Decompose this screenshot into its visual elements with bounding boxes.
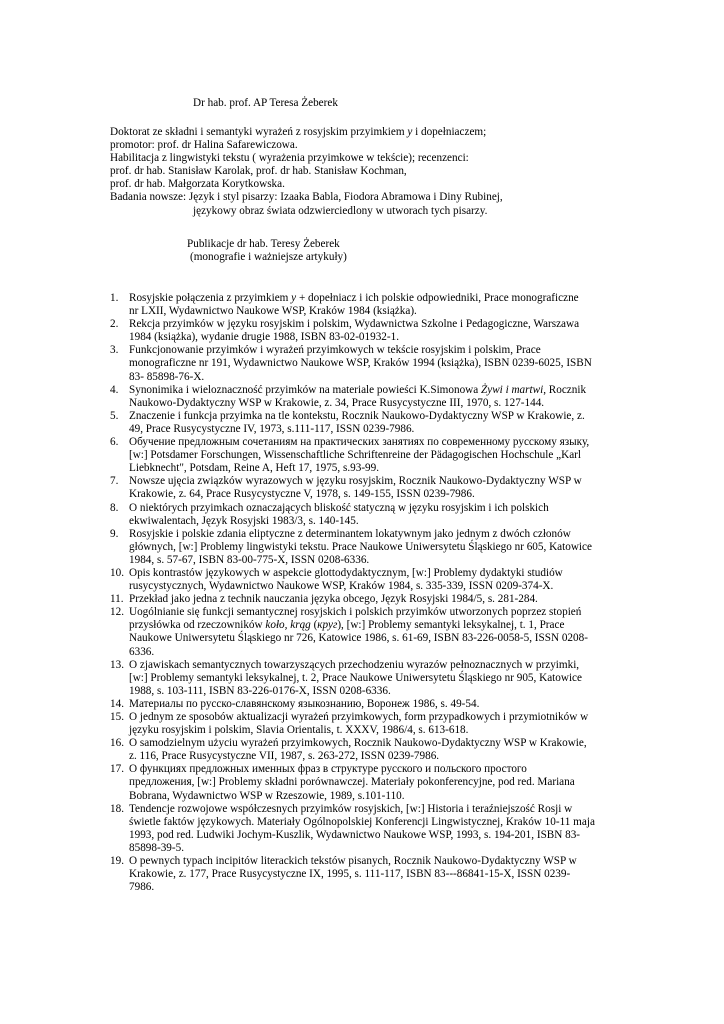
publication-item bbox=[0, 344, 629, 383]
publication-text-line: Liebknecht", Potsdam, Reine A, Heft 17, 1975, s.93-99. bbox=[129, 462, 380, 475]
publication-item bbox=[0, 803, 629, 855]
page-title: Dr hab. prof. AP Teresa Żeberek bbox=[193, 97, 338, 109]
publication-number: 15. bbox=[110, 711, 124, 723]
publication-number: 19. bbox=[110, 855, 124, 868]
publication-text-line: [w:] Potsdamer Forschungen, Wissenschaftliche Schriftenreine der Pädagogischen Hochschule „Karl bbox=[129, 449, 581, 462]
publication-item bbox=[0, 659, 629, 698]
publication-text-line: Naukowo-Dydaktyczny WSP w Krakowie, z. 34, Prace Rusycystyczne III, 1970, s. 127-144. bbox=[129, 396, 545, 409]
promotor-line: promotor: prof. dr Halina Safarewiczowa. bbox=[110, 139, 298, 152]
publication-item bbox=[0, 436, 629, 475]
publication-item bbox=[0, 763, 629, 802]
publication-number: 2. bbox=[110, 318, 119, 331]
publication-text-line: Naukowe Uniwersytetu Śląskiego nr 726, Katowice 1986, s. 61-69, ISBN 83-226-0058-5, ISSN 0208- bbox=[129, 632, 588, 645]
publication-text-line: 6336. bbox=[129, 645, 155, 658]
publication-text-line: Rekcja przyimków w języku rosyjskim i polskim, Wydawnictwa Szkolne i Pedagogiczne, Warszawa bbox=[129, 318, 580, 331]
publication-number: 16. bbox=[110, 737, 124, 750]
publication-number: 5. bbox=[110, 409, 119, 422]
publication-item bbox=[0, 528, 629, 567]
publication-number: 8. bbox=[110, 501, 119, 514]
publication-item bbox=[0, 593, 629, 606]
publication-text-line: języku rosyjskim i polskim, Slavia Orientalis, t. XXXV, 1986/4, s. 613-618. bbox=[129, 724, 469, 737]
publication-item bbox=[0, 567, 629, 593]
publication-number: 3. bbox=[110, 344, 119, 357]
publication-text-line: Обучение предложным сочетаниям на практических занятиях по современному русскому языку, bbox=[129, 436, 590, 449]
publication-item bbox=[0, 318, 629, 344]
publication-text-line: 1984 (książka), wydanie drugie 1988, ISBN 83-02-01932-1. bbox=[129, 331, 400, 344]
publication-text-line: przysłówka od rzeczowników koło, krąg (круг), [w:] Problemy semantyki leksykalnej, t. 1, Prace bbox=[129, 619, 565, 632]
doctorate-text-end: i dopełniaczem; bbox=[412, 126, 487, 138]
doctorate-text: Doktorat ze składni i semantyki wyrażeń z rosyjskim przyimkiem bbox=[110, 126, 408, 138]
publication-number: 4. bbox=[110, 383, 119, 396]
publication-text-line: Uogólnianie się funkcji semantycznej rosyjskich i polskich przyimków utworzonych poprzez stopień bbox=[129, 606, 582, 619]
publication-item bbox=[0, 292, 629, 318]
publication-text-line: Rosyjskie połączenia z przyimkiem у + dopełniacz i ich polskie odpowiedniki, Prace monograficzne bbox=[129, 292, 579, 304]
publication-text-line: 83- 85898-76-X. bbox=[129, 370, 205, 383]
publication-text-line: O jednym ze sposobów aktualizacji wyrażeń przyimkowych, form przypadkowych i przymiotników w bbox=[129, 711, 589, 723]
publication-number: 10. bbox=[110, 566, 124, 579]
publication-number: 9. bbox=[110, 527, 119, 540]
biography-block bbox=[110, 126, 670, 218]
publications-heading-title: Publikacje dr hab. Teresy Żeberek bbox=[187, 238, 340, 250]
publication-number: 7. bbox=[110, 475, 119, 488]
publications-heading-subtitle: (monografie i ważniejsze artykuły) bbox=[190, 251, 347, 264]
publication-text-line: monograficzne nr 191, Wydawnictwo Naukowe WSP, Kraków 1994 (książka), ISBN 0239-6025, ISBN bbox=[129, 357, 592, 370]
publication-number: 11. bbox=[110, 593, 124, 606]
habilitation-line: Habilitacja z lingwistyki tekstu ( wyrażenia przyimkowe w tekście); recenzenci: bbox=[110, 152, 469, 165]
publication-text-line: Funkcjonowanie przyimków i wyrażeń przyimkowych w tekście rosyjskim i polskim, Prace bbox=[129, 344, 541, 357]
publication-text-line: Przekład jako jedna z technik nauczania języka obcego, Język Rosyjski 1984/5, s. 281-284. bbox=[129, 593, 538, 606]
publication-text-line: głównych, [w:] Problemy lingwistyki tekstu. Prace Naukowe Uniwersytetu Śląskiego nr 605, Katowice bbox=[129, 540, 592, 553]
publication-item bbox=[0, 475, 629, 501]
publication-text-line: rusycystycznych, Wydawnictwo Naukowe WSP, Kraków 1984, s. 335-339, ISSN 0209-374-X. bbox=[129, 580, 554, 593]
publication-text-line: O niektórych przyimkach oznaczających bliskość statyczną w języku rosyjskim i ich polskich bbox=[129, 501, 549, 514]
publication-item bbox=[0, 384, 629, 410]
publication-text-line: Tendencje rozwojowe współczesnych przyimków rosyjskich, [w:] Historia i teraźniejszość Rosji w bbox=[129, 802, 573, 815]
publication-text-line: 85898-39-5. bbox=[129, 841, 184, 854]
publication-text-line: O zjawiskach semantycznych towarzyszących przechodzeniu wyrazów pełnoznacznych w przyimki, bbox=[129, 658, 580, 671]
reviewers-line: prof. dr hab. Małgorzata Korytkowska. bbox=[110, 178, 285, 191]
publication-item bbox=[0, 855, 629, 894]
publication-text-line: 1988, s. 103-111, ISBN 83-226-0176-X, ISSN 0208-6336. bbox=[129, 684, 391, 697]
publication-number: 12. bbox=[110, 606, 124, 619]
publication-text-line: Nowsze ujęcia związków wyrazowych w języku rosyjskim, Rocznik Naukowo-Dydaktyczny WSP w bbox=[129, 475, 582, 488]
publication-text-line: O pewnych typach incipitów literackich tekstów pisanych, Rocznik Naukowo-Dydaktyczny WSP w bbox=[129, 855, 577, 868]
reviewers-line: prof. dr hab. Stanisław Karolak, prof. dr hab. Stanisław Kochman, bbox=[110, 165, 407, 178]
doctorate-preposition: у bbox=[407, 126, 413, 138]
publication-text-line: Synonimika i wieloznaczność przyimków na materiale powieści K.Simonowa Żywi i martwi, Rocznik bbox=[129, 383, 587, 396]
publication-text-line: Opis kontrastów językowych w aspekcie glottodydaktycznym, [w:] Problemy dydaktyki studiów bbox=[129, 566, 563, 579]
publication-text-line: Znaczenie i funkcja przyimka na tle kontekstu, Rocznik Naukowo-Dydaktyczny WSP w Krakowie, z. bbox=[129, 409, 585, 422]
publication-text-line: 7986. bbox=[129, 881, 155, 894]
publication-number: 1. bbox=[110, 292, 119, 304]
publication-number: 13. bbox=[110, 658, 124, 671]
doctorate-line bbox=[110, 126, 670, 139]
publication-text-line: O samodzielnym użyciu wyrażeń przyimkowych, Rocznik Naukowo-Dydaktyczny WSP w Krakowie, bbox=[129, 737, 587, 750]
publication-text-line: 49, Prace Rusycystyczne IV, 1973, s.111-117, ISSN 0239-7986. bbox=[129, 422, 415, 435]
publication-number: 18. bbox=[110, 802, 124, 815]
publication-number: 6. bbox=[110, 436, 119, 449]
publication-text-line: ekwiwalentach, Język Rosyjski 1983/3, s. 140-145. bbox=[129, 514, 359, 527]
publication-text-line: [w:] Problemy semantyki leksykalnej, t. 2, Prace Naukowe Uniwersytetu Śląskiego nr 905, Katowice bbox=[129, 671, 582, 684]
publications-heading bbox=[187, 238, 347, 264]
publication-list bbox=[0, 292, 724, 894]
publication-text-line: Материалы по русско-славянскому языкознанию, Воронеж 1986, s. 49-54. bbox=[129, 697, 480, 710]
publication-text-line: 1993, pod red. Ludwiki Jochym-Kuszlik, Wydawnictwo Naukowe WSP, 1993, s. 194-201, ISBN 83- bbox=[129, 828, 581, 841]
publication-text-line: 1984, s. 57-67, ISBN 83-00-775-X, ISSN 0208-6336. bbox=[129, 553, 370, 566]
publication-text-line: Bobrana, Wydawnictwo WSP w Rzeszowie, 1989, s.101-110. bbox=[129, 789, 405, 802]
publication-item bbox=[0, 698, 629, 711]
publication-text-line: Rosyjskie i polskie zdania eliptyczne z determinantem lokatywnym jako jednym z dwóch członów bbox=[129, 527, 571, 540]
publication-number: 17. bbox=[110, 763, 124, 776]
research-line: językowy obraz świata odzwierciedlony w utworach tych pisarzy. bbox=[193, 204, 488, 217]
publication-text-line: z. 116, Prace Rusycystyczne VII, 1987, s. 263-272, ISSN 0239-7986. bbox=[129, 750, 440, 763]
publication-item bbox=[0, 711, 629, 737]
publication-text-line: Krakowie, z. 64, Prace Rusycystyczne V, 1978, s. 149-155, ISSN 0239-7986. bbox=[129, 488, 475, 501]
publication-item bbox=[0, 410, 629, 436]
publication-text-line: О функциях предложных именных фраз в структуре русского и польского простого bbox=[129, 763, 527, 776]
publication-text-line: nr LXII, Wydawnictwo Naukowe WSP, Kraków 1984 (książka). bbox=[129, 305, 417, 318]
publication-item bbox=[0, 502, 629, 528]
publication-item bbox=[0, 737, 629, 763]
research-line: Badania nowsze: Język i styl pisarzy: Izaaka Babla, Fiodora Abramowa i Diny Rubinej, bbox=[110, 191, 503, 204]
publication-number: 14. bbox=[110, 697, 124, 710]
publication-text-line: Krakowie, z. 177, Prace Rusycystyczne IX, 1995, s. 111-117, ISBN 83---86841-15-X, ISSN 0239- bbox=[129, 868, 571, 881]
publication-item bbox=[0, 606, 629, 658]
publication-text-line: предложения, [w:] Problemy składni porównawczej. Materiały pokonferencyjne, pod red. Mariana bbox=[129, 776, 575, 789]
publication-text-line: świetle faktów językowych. Materiały Ogólnopolskiej Konferencji Lingwistycznej, Kraków 10-11 maja bbox=[129, 815, 595, 828]
